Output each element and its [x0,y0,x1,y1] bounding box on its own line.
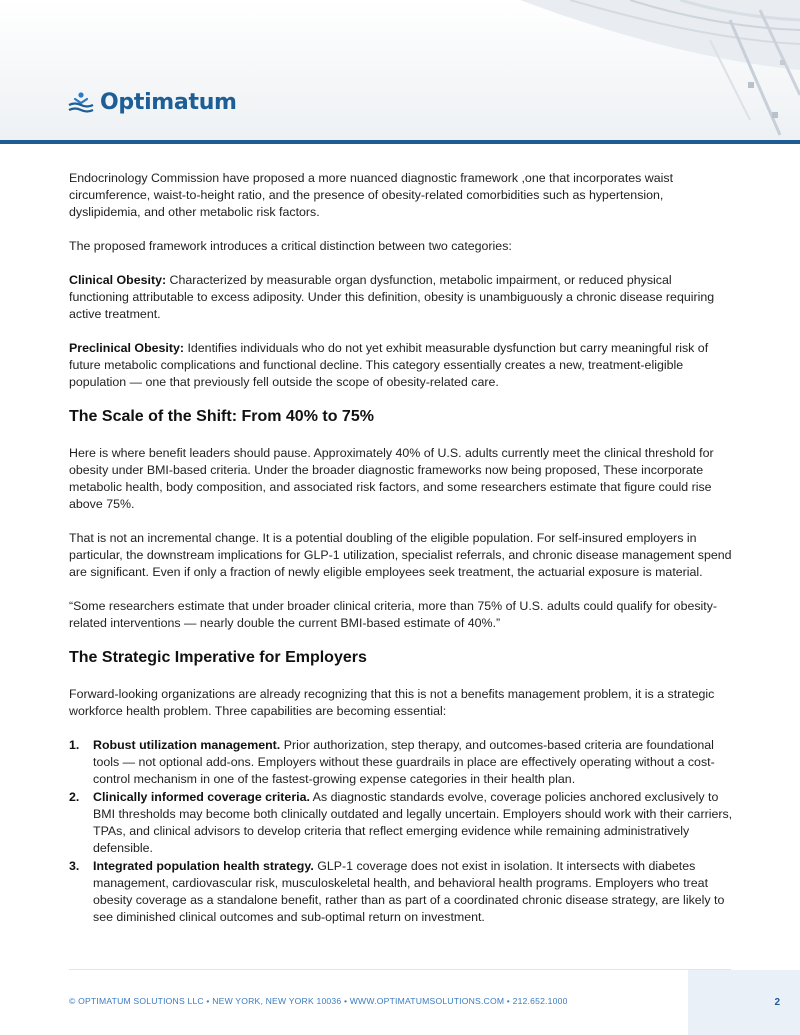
logo-wordmark: Optimatum [100,90,237,115]
company-logo [68,90,237,115]
paragraph-quote: “Some researchers estimate that under broader clinical criteria, more than 75% of U.S. adults could qualify for obesity-related interventions — nearly double the current BMI-based estimate of 40%.” [69,599,718,630]
article-body [69,170,733,927]
list-item-title: Robust utilization management. [93,738,281,752]
list-item-text: GLP-1 coverage does not exist in isolation. It intersects with diabetes management, cardiovascular risk, musculoskeletal health, and behavioral health programs. Employers who treat obesity coverage as a standalone benefit, rather than as part of a coordinated chronic disease strategy, are likely to see diminished clinical outcomes and sub-optimal return on investment. [93,859,725,924]
paragraph-scale-2: That is not an incremental change. It is a potential doubling of the eligible population. For self-insured employers in particular, the downstream implications for GLP-1 utilization, specialist referrals, and chronic disease management spend are significant. Even if only a fraction of newly eligible employees seek treatment, the actuarial exposure is material. [69,531,732,579]
footer-divider [69,969,731,970]
list-number: 2. [69,790,80,804]
page-number: 2 [774,997,780,1008]
page-header [0,0,800,140]
term-clinical-obesity: Clinical Obesity: [69,273,167,287]
architecture-photo [480,0,800,140]
paragraph-preclinical-obesity [69,340,733,391]
list-item-title: Clinically informed coverage criteria. [93,790,310,804]
paragraph-scale-1: Here is where benefit leaders should pause. Approximately 40% of U.S. adults currently meet the clinical threshold for obesity under BMI-based criteria. Under the broader diagnostic frameworks now being proposed, These incorporate metabolic health, body composition, and associated risk factors, and some researchers estimate that figure could rise above 75%. [69,446,714,511]
paragraph-intro: Endocrinology Commission have proposed a more nuanced diagnostic framework ,one that incorporates waist circumference, waist-to-height ratio, and the presence of obesity-related comorbidities such as hypertension, dyslipidemia, and other metabolic risk factors. [69,171,674,219]
paragraph-distinction: The proposed framework introduces a critical distinction between two categories: [69,239,512,253]
footer-contact: © OPTIMATUM SOLUTIONS LLC • NEW YORK, NEW YORK 10036 • WWW.OPTIMATUMSOLUTIONS.COM • 212.652.1000 [69,996,568,1006]
paragraph-strategic: Forward-looking organizations are already recognizing that this is not a benefits management problem, it is a strategic workforce health problem. Three capabilities are becoming essential: [69,687,715,718]
definition-clinical-obesity: Characterized by measurable organ dysfunction, metabolic impairment, or reduced physical functioning attributable to excess adiposity. Under this definition, obesity is unambiguously a chronic disease requiring active treatment. [69,273,715,321]
list-number: 1. [69,738,80,752]
definition-preclinical-obesity: Identifies individuals who do not yet exhibit measurable dysfunction but carry meaningful risk of future metabolic complications and functional decline. This category essentially creates a new, treatment-eligible population — one that previously fell outside the scope of obesity-related care. [69,341,709,389]
list-item-title: Integrated population health strategy. [93,859,314,873]
list-item-coverage-criteria [69,789,733,857]
list-number: 3. [69,859,80,873]
heading-strategic-imperative: The Strategic Imperative for Employers [69,649,367,666]
heading-scale-of-shift: The Scale of the Shift: From 40% to 75% [69,408,374,425]
logo-mark-icon [68,91,94,115]
paragraph-clinical-obesity [69,272,733,323]
list-item-text: Prior authorization, step therapy, and outcomes-based criteria are foundational tools — not optional add-ons. Employers without these guardrails in place are effectively operating without a cost-control mechanism in one of the fastest-growing expense categories in their health plan. [93,738,715,786]
list-item-text: As diagnostic standards evolve, coverage policies anchored exclusively to BMI thresholds may become both clinically outdated and legally uncertain. Employers should work with their carriers, TPAs, and clinical advisors to develop criteria that reflect emerging evidence while remaining administratively defensible. [93,790,733,855]
list-item-population-health [69,858,733,926]
header-divider [0,140,800,144]
page-number-box [688,970,800,1035]
capabilities-list [69,737,733,926]
list-item-utilization [69,737,733,788]
term-preclinical-obesity: Preclinical Obesity: [69,341,185,355]
